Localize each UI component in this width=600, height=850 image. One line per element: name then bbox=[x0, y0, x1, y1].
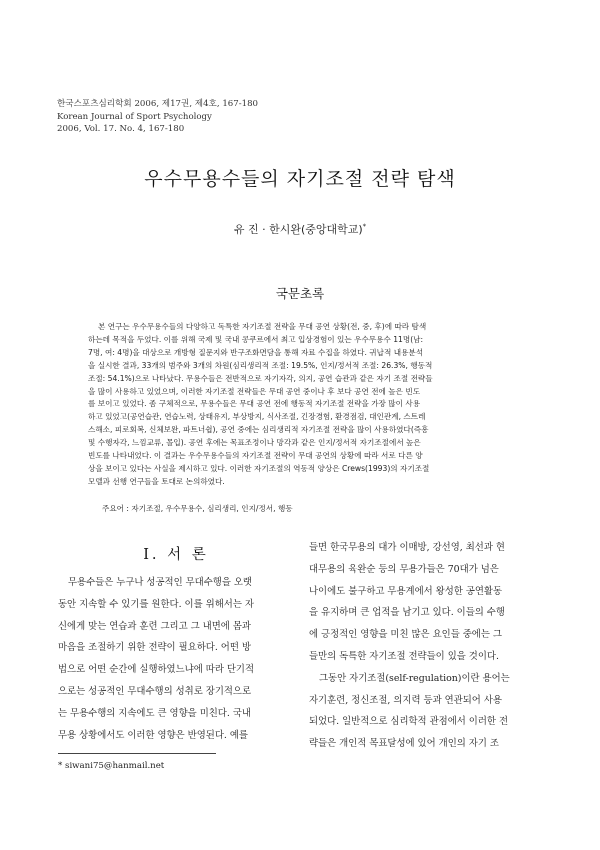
abstract-heading: 국문초록 bbox=[275, 286, 325, 301]
abstract-line: 을 많이 사용하고 있었으며, 이러한 자기조절 전략들은 무대 공연 중이나 후 보다 공연 전에 높은 빈도 bbox=[88, 386, 421, 396]
body-line: 무용 상황에서도 이러한 영향은 반영된다. 예를 bbox=[58, 729, 248, 741]
section-heading-introduction: Ⅰ. 서 론 bbox=[143, 547, 209, 563]
body-line: 대무용의 육완순 등의 무용가들은 70대가 넘은 bbox=[309, 563, 499, 575]
body-line: 나이에도 불구하고 무용계에서 왕성한 공연활동 bbox=[309, 585, 503, 597]
body-line: 법으로 어떤 순간에 실행하였느냐에 따라 단기적 bbox=[58, 664, 255, 676]
journal-header-line-english: Korean Journal of Sport Psychology bbox=[57, 111, 212, 122]
keywords: 주요어 : 자기조절, 우수무용수, 심리생리, 인지/정서, 행동 bbox=[102, 504, 293, 513]
footnote-email: * siwani75@hanmail.net bbox=[58, 761, 165, 771]
body-line: 들면 한국무용의 대가 이매방, 강선영, 최선과 현 bbox=[309, 542, 505, 553]
body-line: 략들은 개인적 목표달성에 있어 개인의 자기 조 bbox=[309, 738, 499, 750]
paper-title: 우수무용수들의 자기조절 전략 탐색 bbox=[144, 168, 456, 190]
abstract-body bbox=[88, 321, 516, 489]
journal-header-line-volume: 2006, Vol. 17. No. 4, 167-180 bbox=[57, 124, 185, 134]
body-line: 무용수들은 누구나 성공적인 무대수행을 오랫 bbox=[68, 577, 252, 588]
footnote-divider bbox=[58, 753, 216, 754]
body-line: 마음을 조절하기 위한 전략이 필요하다. 어떤 방 bbox=[58, 642, 251, 654]
body-line: 으로는 성공적인 무대수행의 성취로 장기적으로 bbox=[58, 685, 252, 697]
body-line: 그동안 자기조절(self-regulation)이란 용어는 bbox=[319, 672, 510, 684]
body-line: 되었다. 일반적으로 심리학적 관점에서 이러한 전 bbox=[309, 716, 509, 728]
journal-header-line-korean: 한국스포츠심리학회 2006, 제17권, 제4호, 167-180 bbox=[57, 99, 259, 109]
body-line: 을 유지하며 큰 업적을 남기고 있다. 이들의 수행 bbox=[309, 607, 505, 619]
abstract-line: 을 실시한 결과, 33개의 범주와 3개의 차원(심리생리적 조절: 19.5%, 인지/정서적 조절: 26.3%, 행동적 bbox=[88, 360, 433, 370]
body-column-left bbox=[58, 572, 294, 746]
abstract-line: 를 보이고 있었다. 좀 구체적으로, 무용수들은 무대 공연 전에 행동적 자기조절 전략을 가장 많이 사용 bbox=[88, 399, 421, 409]
abstract-line: 빈도를 나타내었다. 이 결과는 우수무용수들의 자기조절 전략이 무대 공연의 상황에 따라 서로 다른 양 bbox=[88, 451, 423, 461]
corresponding-author-marker: * bbox=[362, 222, 367, 231]
abstract-line: 하고 있었고(공연습관, 연습노력, 상태유지, 부상방지, 식사조절, 긴장경험, 환경점검, 대인관계, 스트레 bbox=[88, 412, 426, 422]
journal-header bbox=[57, 98, 258, 136]
body-column-right bbox=[309, 537, 545, 755]
body-line: 들만의 독특한 자기조절 전략들이 있을 것이다. bbox=[309, 650, 499, 662]
author-line bbox=[0, 221, 600, 237]
abstract-line: 모델과 선행 연구들을 토대로 논의하였다. bbox=[88, 476, 225, 486]
body-line: 에 긍정적인 영향을 미친 많은 요인들 중에는 그 bbox=[309, 629, 502, 641]
abstract-line: 하는데 목적을 두었다. 이를 위해 국제 및 국내 콩쿠르에서 최고 입상경험이 있는 우수무용수 11명(남: bbox=[88, 334, 424, 344]
abstract-line: 스해소, 피로회복, 신체보완, 파트너쉽), 공연 중에는 심리생리적 자기조절 전략을 많이 사용하였다(즉흥 bbox=[88, 425, 429, 435]
body-line: 는 무용수행의 지속에도 큰 영향을 미친다. 국내 bbox=[58, 707, 251, 719]
abstract-line: 조절: 54.1%)으로 나타났다. 무용수들은 전반적으로 자기자각, 의지, 공연 습관과 같은 자기 조절 전략들 bbox=[88, 373, 433, 383]
abstract-line: 7명, 여: 4명)을 대상으로 개방형 질문지와 반구조화면담을 통해 자료 수집을 하였다. 귀납적 내용분석 bbox=[88, 347, 424, 357]
body-line: 신에게 맞는 연습과 훈련 그리고 그 내면에 몸과 bbox=[58, 620, 251, 632]
abstract-line: 및 수행자각, 느낌교류, 몰입). 공연 후에는 목표조정이나 망각과 같은 인지/정서적 자기조절에서 높은 bbox=[88, 438, 421, 448]
abstract-line: 본 연구는 우수무용수들의 다양하고 독특한 자기조절 전략을 무대 공연 상황(전, 중, 후)에 따라 탐색 bbox=[98, 322, 427, 331]
body-line: 자기훈련, 정신조절, 의지력 등과 연관되어 사용 bbox=[309, 694, 502, 706]
author-names: 유 진 · 한시완(중앙대학교) bbox=[233, 223, 363, 236]
abstract-line: 상을 보이고 있다는 사실을 제시하고 있다. 이러한 자기조절의 역동적 양상은 Crews(1993)의 자기조절 bbox=[88, 463, 430, 473]
body-line: 동안 지속할 수 있기를 원한다. 이를 위해서는 자 bbox=[58, 598, 254, 610]
